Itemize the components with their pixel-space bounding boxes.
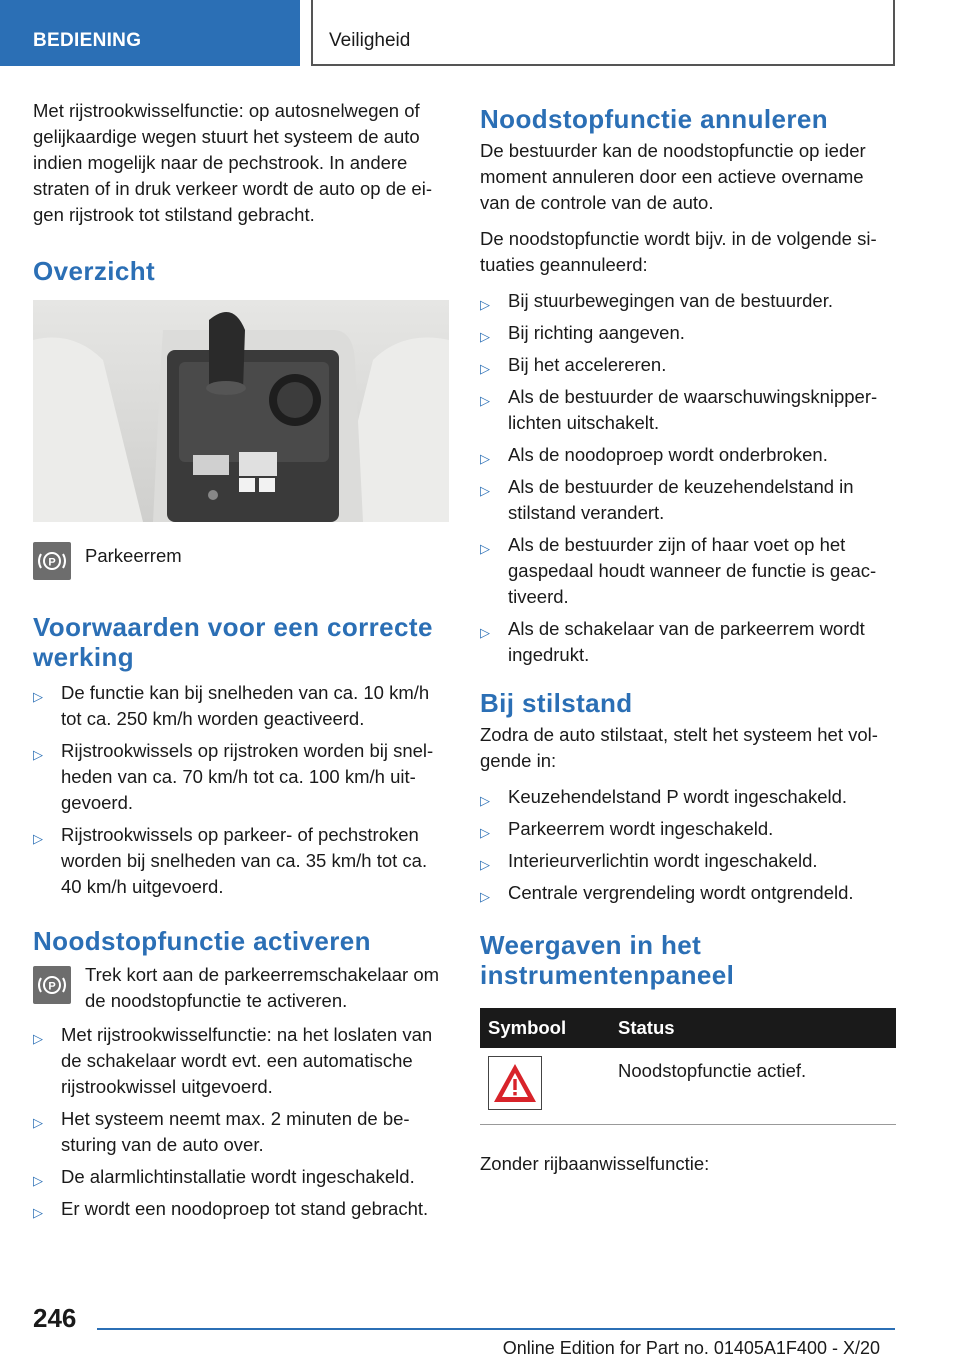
overview-heading: Overzicht xyxy=(33,256,156,286)
cancel-list xyxy=(480,288,896,668)
edition-footer: Online Edition for Part no. 01405A1F400 - X/20 xyxy=(502,1338,880,1358)
footer-divider xyxy=(97,1328,895,1330)
list-item: ▷ Bij het accelereren. xyxy=(480,352,896,378)
triangle-bullet-icon: ▷ xyxy=(480,483,490,498)
gear-console-photo xyxy=(33,300,449,522)
list-item: ▷ Het systeem neemt max. 2 minuten de besturing van de auto over. xyxy=(33,1108,410,1155)
triangle-bullet-icon: ▷ xyxy=(33,689,43,704)
standstill-list xyxy=(480,784,896,906)
warning-triangle-icon xyxy=(488,1056,542,1110)
right-column xyxy=(480,98,896,1187)
triangle-bullet-icon: ▷ xyxy=(33,1173,43,1188)
triangle-bullet-icon: ▷ xyxy=(480,793,490,808)
cancel-heading: Noodstopfunctie annuleren xyxy=(480,104,828,134)
triangle-bullet-icon: ▷ xyxy=(480,825,490,840)
list-item: ▷ Interieurverlichtin wordt ingeschakeld. xyxy=(480,848,896,874)
triangle-bullet-icon: ▷ xyxy=(480,857,490,872)
list-item: ▷ Als de bestuurder zijn of haar voet op het gaspedaal houdt wanneer de functie is geactiveerd. xyxy=(480,534,877,607)
table-header-symbol: Symbool xyxy=(480,1008,618,1048)
list-item: ▷ Rijstrookwissels op parkeer- of pechstroken worden bij snelheden van ca. 35 km/h tot ca. 40 km/h uitgevoerd. xyxy=(33,824,428,897)
list-item: ▷ De alarmlichtinstallatie wordt ingeschakeld. xyxy=(33,1164,449,1190)
table-header-row xyxy=(480,1008,896,1048)
cancel-paragraph-1: De bestuurder kan de noodstopfunctie op ieder moment annuleren door een actieve overname van de controle van de auto. xyxy=(480,140,866,213)
list-item: ▷ Er wordt een noodoproep tot stand gebracht. xyxy=(33,1196,449,1222)
topic-tab: Veiligheid xyxy=(311,0,895,66)
parking-brake-icon xyxy=(33,966,71,1004)
table-row xyxy=(480,1048,896,1124)
svg-text:P: P xyxy=(48,556,56,569)
display-heading: Weergaven in het instrumentenpaneel xyxy=(480,930,735,990)
activate-text: Trek kort aan de parkeerremschakelaar om de noodstopfunctie te activeren. xyxy=(85,964,440,1011)
cancel-paragraph-2: De noodstopfunctie wordt bijv. in de volgende situaties geannuleerd: xyxy=(480,228,877,275)
without-lane-change-text: Zonder rijbaanwisselfunctie: xyxy=(480,1152,710,1174)
conditions-heading: Voorwaarden voor een correcte werking xyxy=(33,612,433,672)
list-item: ▷ Bij stuurbewegingen van de bestuurder. xyxy=(480,288,896,314)
conditions-list xyxy=(33,680,449,900)
table-cell-symbol xyxy=(480,1048,618,1124)
triangle-bullet-icon: ▷ xyxy=(480,393,490,408)
table-cell-status: Noodstopfunctie actief. xyxy=(618,1048,896,1124)
parking-brake-icon xyxy=(33,542,71,580)
parking-brake-label: Parkeerrem xyxy=(85,545,182,566)
list-item: ▷ Als de noodoproep wordt onderbroken. xyxy=(480,442,896,468)
table-header-status: Status xyxy=(618,1008,896,1048)
triangle-bullet-icon: ▷ xyxy=(33,747,43,762)
list-item: ▷ Keuzehendelstand P wordt ingeschakeld. xyxy=(480,784,896,810)
triangle-bullet-icon: ▷ xyxy=(480,889,490,904)
triangle-bullet-icon: ▷ xyxy=(33,1031,43,1046)
parking-brake-row xyxy=(33,542,449,580)
standstill-heading: Bij stilstand xyxy=(480,688,633,718)
symbol-table xyxy=(480,1008,896,1125)
left-column xyxy=(33,98,449,1228)
activate-list xyxy=(33,1022,449,1222)
triangle-bullet-icon: ▷ xyxy=(33,831,43,846)
triangle-bullet-icon: ▷ xyxy=(33,1115,43,1130)
svg-text:P: P xyxy=(48,980,56,993)
activate-heading: Noodstopfunctie activeren xyxy=(33,926,371,956)
list-item: ▷ De functie kan bij snelheden van ca. 10 km/h tot ca. 250 km/h worden geactiveerd. xyxy=(33,682,430,729)
list-item: ▷ Bij richting aangeven. xyxy=(480,320,896,346)
triangle-bullet-icon: ▷ xyxy=(480,297,490,312)
list-item: ▷ Als de schakelaar van de parkeerrem wordt ingedrukt. xyxy=(480,618,865,665)
triangle-bullet-icon: ▷ xyxy=(480,451,490,466)
page-number: 246 xyxy=(33,1303,77,1333)
list-item: ▷ Parkeerrem wordt ingeschakeld. xyxy=(480,816,896,842)
list-item: ▷ Als de bestuurder de waarschuwingsknipperlichten uitschakelt. xyxy=(480,386,878,433)
triangle-bullet-icon: ▷ xyxy=(480,541,490,556)
list-item: ▷ Centrale vergrendeling wordt ontgrendeld. xyxy=(480,880,896,906)
list-item: ▷ Rijstrookwissels op rijstroken worden bij snelheden van ca. 70 km/h tot ca. 100 km/h uitgevoerd. xyxy=(33,740,434,813)
triangle-bullet-icon: ▷ xyxy=(480,361,490,376)
triangle-bullet-icon: ▷ xyxy=(33,1205,43,1220)
list-item: ▷ Als de bestuurder de keuzehendelstand in stilstand verandert. xyxy=(480,476,854,523)
triangle-bullet-icon: ▷ xyxy=(480,625,490,640)
intro-paragraph: Met rijstrookwisselfunctie: op autosnelwegen of gelijkaardige wegen stuurt het systeem de auto indien mogelijk naar de pechstrook. In andere straten of in druk verkeer wordt de auto op de eigen rijstrook tot stilstand gebracht. xyxy=(33,100,433,225)
list-item: ▷ Met rijstrookwisselfunctie: na het loslaten van de schakelaar wordt evt. een automatische rijstrookwissel uitgevoerd. xyxy=(33,1024,433,1097)
triangle-bullet-icon: ▷ xyxy=(480,329,490,344)
section-tab: BEDIENING xyxy=(0,0,300,66)
standstill-paragraph: Zodra de auto stilstaat, stelt het systeem het volgende in: xyxy=(480,724,878,771)
activate-row xyxy=(33,962,449,1014)
